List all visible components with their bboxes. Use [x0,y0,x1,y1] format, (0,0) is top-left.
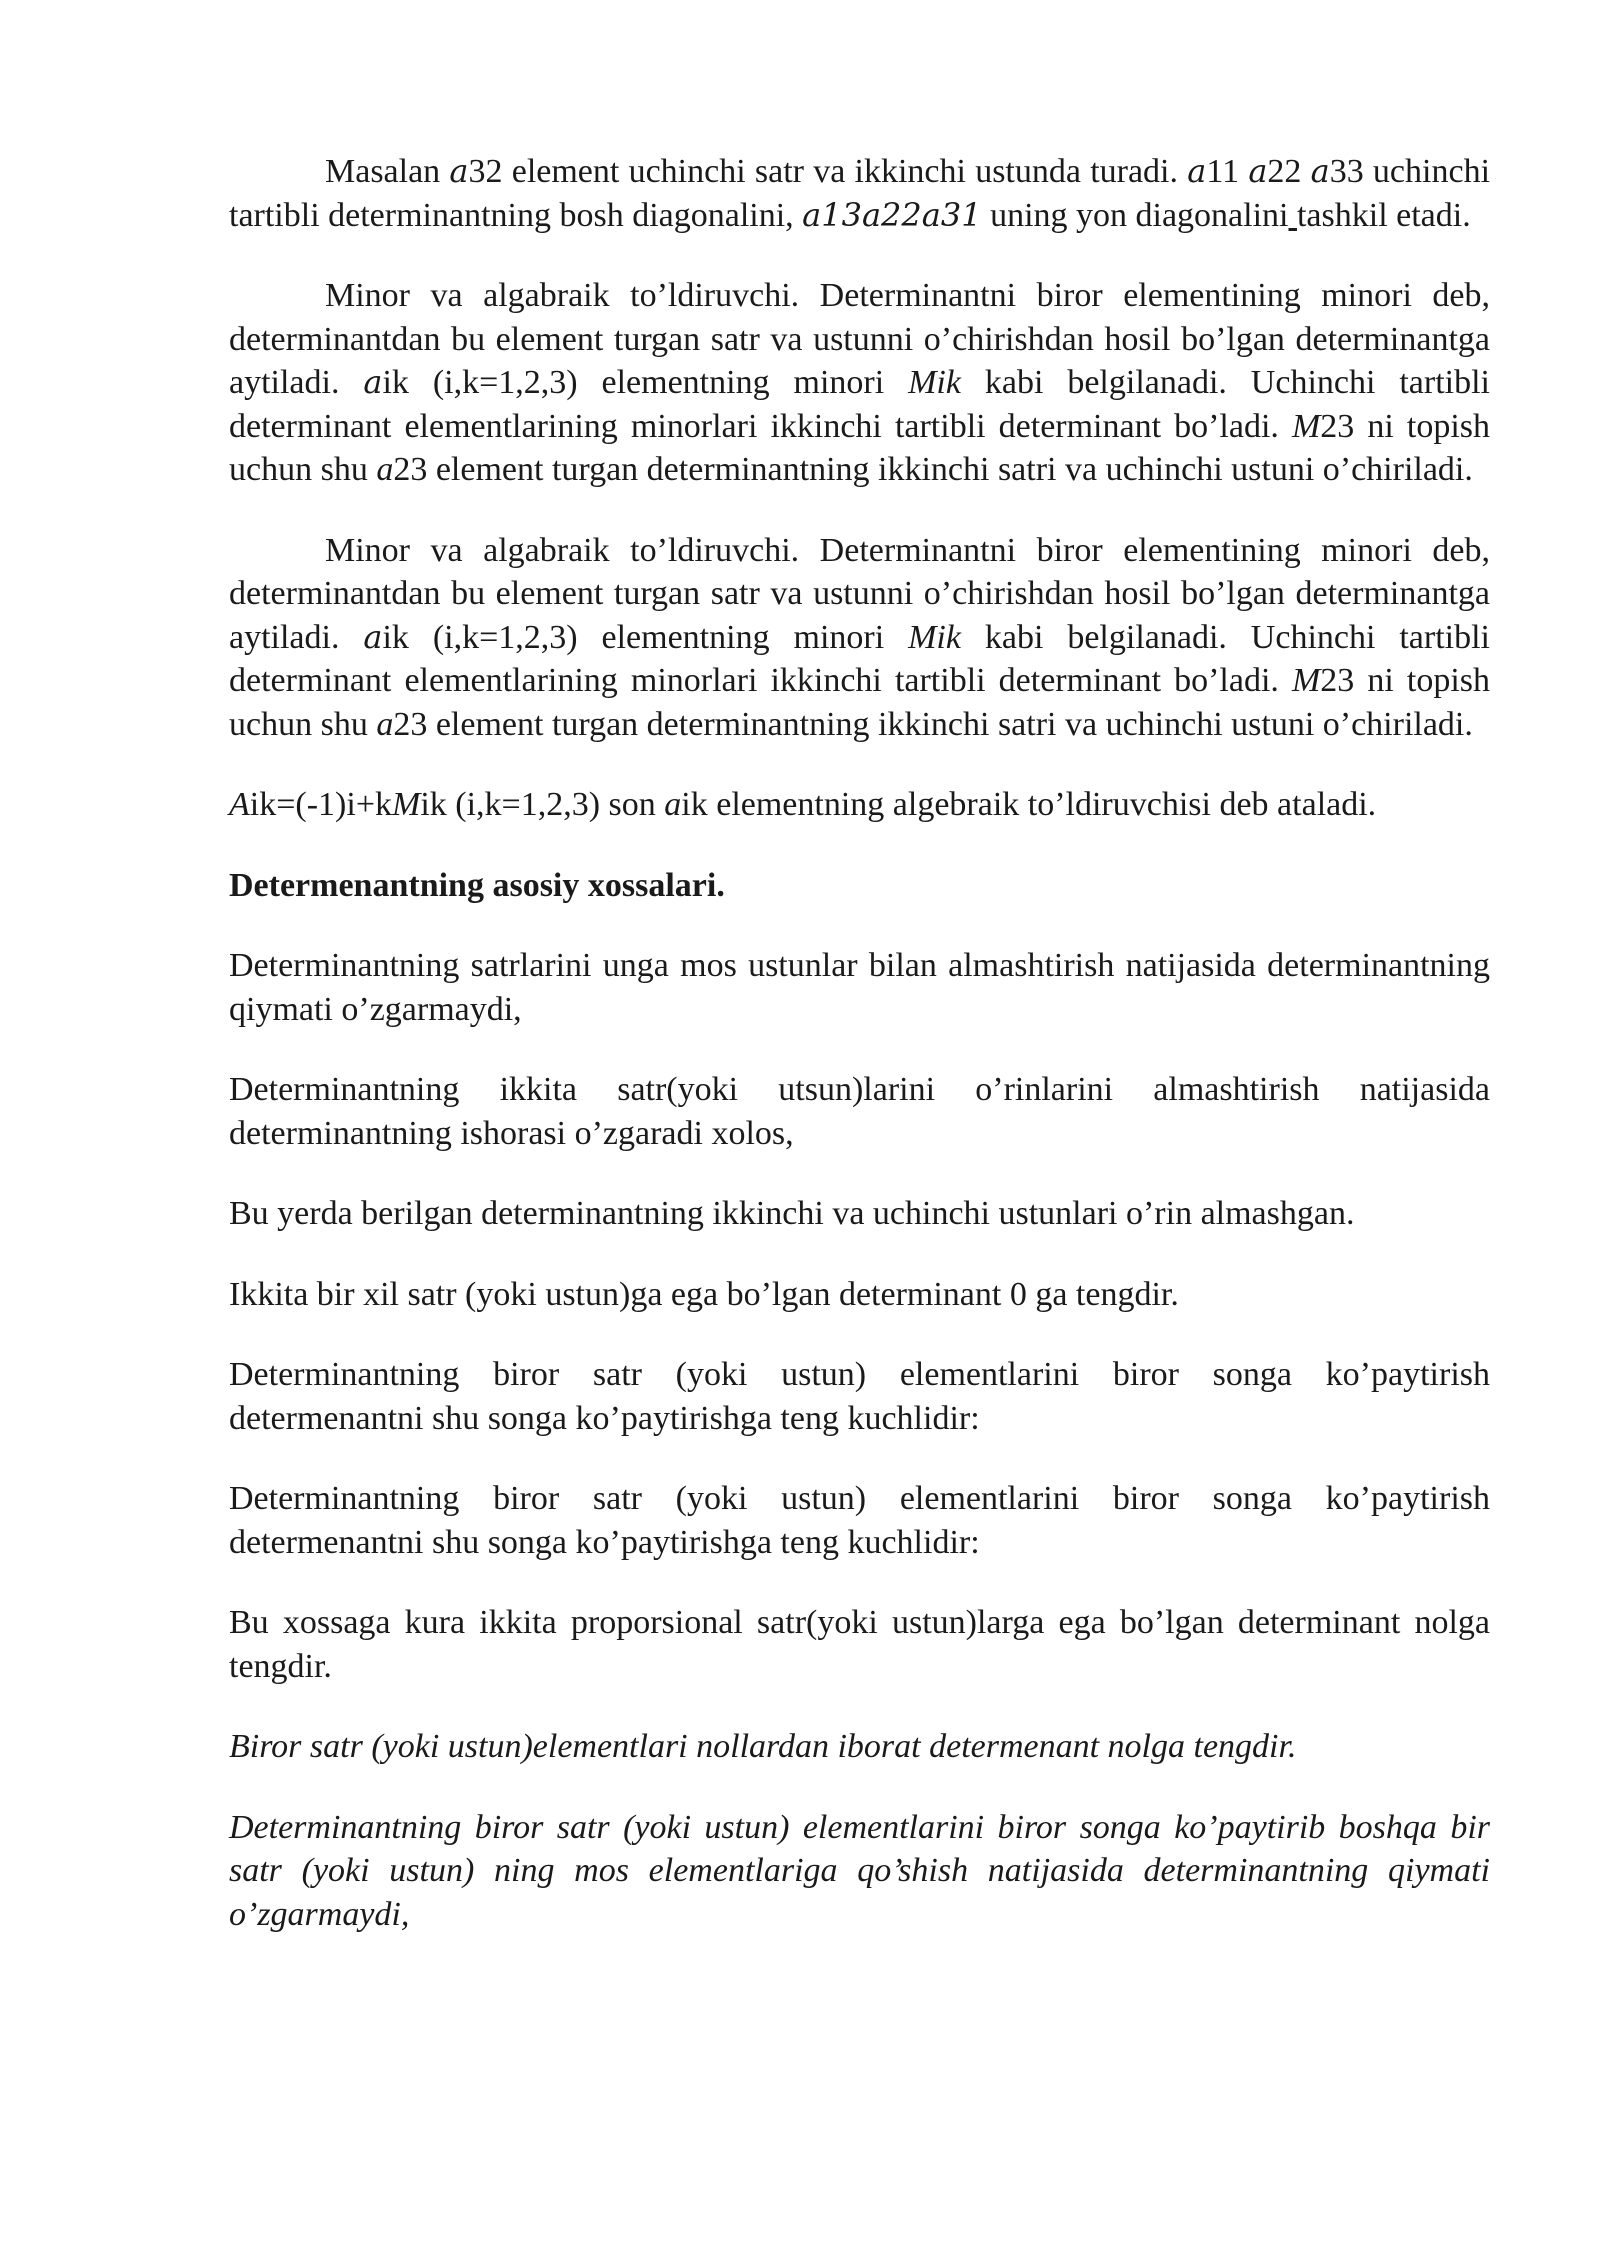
paragraph-property: Bu xossaga kura ikkita proporsional satr(yoki ustun)larga ega bo’lgan determinant nolga tengdir. [229,1604,1490,1685]
paragraph-property: Determinantning biror satr (yoki ustun) elementlarini biror songa ko’paytirish determenantni shu songa ko’paytirishga teng kuchlidir: [229,1356,1490,1437]
section-heading: Determenantning asosiy xossalari. [229,866,725,904]
paragraph-property: Determinantning ikkita satr(yoki utsun)larini o’rinlarini almashtirish natijasida determinantning ishorasi o’zgaradi xolos, [229,1071,1490,1152]
paragraph-property-italic: Biror satr (yoki ustun)elementlari nollardan iborat determenant nolga tengdir. [229,1728,1297,1765]
paragraph-minor-2: Minor va algabraik to’ldiruvchi. Determinantni biror elementining minori deb, determinantdan bu element turgan satr va ustunni o’chirishdan hosil bo’lgan determinantga aytiladi. aik (i,k=1,2,3) elementning minori Mik kabi belgilanadi. Uchinchi tartibli determinant elementlarining minorlari ikkinchi tartibli determinant bo’ladi. M23 ni topish uchun shu a23 element turgan determinantning ikkinchi satri va uchinchi ustuni o’chiriladi. [229,531,1491,743]
paragraph-property-italic: Determinantning biror satr (yoki ustun) elementlarini biror songa ko’paytirib boshqa bir satr (yoki ustun) ning mos elementlariga qo’shish natijasida determinantning qiymati o’zgarmaydi, [229,1808,1490,1933]
paragraph-property: Determinantning satrlarini unga mos ustunlar bilan almashtirish natijasida determinantning qiymati o’zgarmaydi, [229,947,1490,1028]
paragraph-diagonals: Masalan a32 element uchinchi satr va ikkinchi ustunda turadi. a11 a22 a33 uchinchi tartibli determinantning bosh diagonalini, a13a22a31 uning yon diagonalini tashkil etadi. [229,152,1491,234]
paragraph-algebraic-complement: Aik=(-1)i+kMik (i,k=1,2,3) son aik elementning algebraik to’ldiruvchisi deb ataladi. [229,786,1377,823]
paragraph-property: Bu yerda berilgan determinantning ikkinchi va uchinchi ustunlari o’rin almashgan. [229,1195,1355,1232]
paragraph-property: Determinantning biror satr (yoki ustun) elementlarini biror songa ko’paytirish determenantni shu songa ko’paytirishga teng kuchlidir: [229,1480,1490,1561]
paragraph-property: Ikkita bir xil satr (yoki ustun)ga ega bo’lgan determinant 0 ga tengdir. [229,1275,1179,1313]
paragraph-minor-1: Minor va algabraik to’ldiruvchi. Determinantni biror elementining minori deb, determinantdan bu element turgan satr va ustunni o’chirishdan hosil bo’lgan determinantga aytiladi. aik (i,k=1,2,3) elementning minori Mik kabi belgilanadi. Uchinchi tartibli determinant elementlarining minorlari ikkinchi tartibli determinant bo’ladi. M23 ni topish uchun shu a23 element turgan determinantning ikkinchi satri va uchinchi ustuni o’chiriladi. [229,277,1491,488]
